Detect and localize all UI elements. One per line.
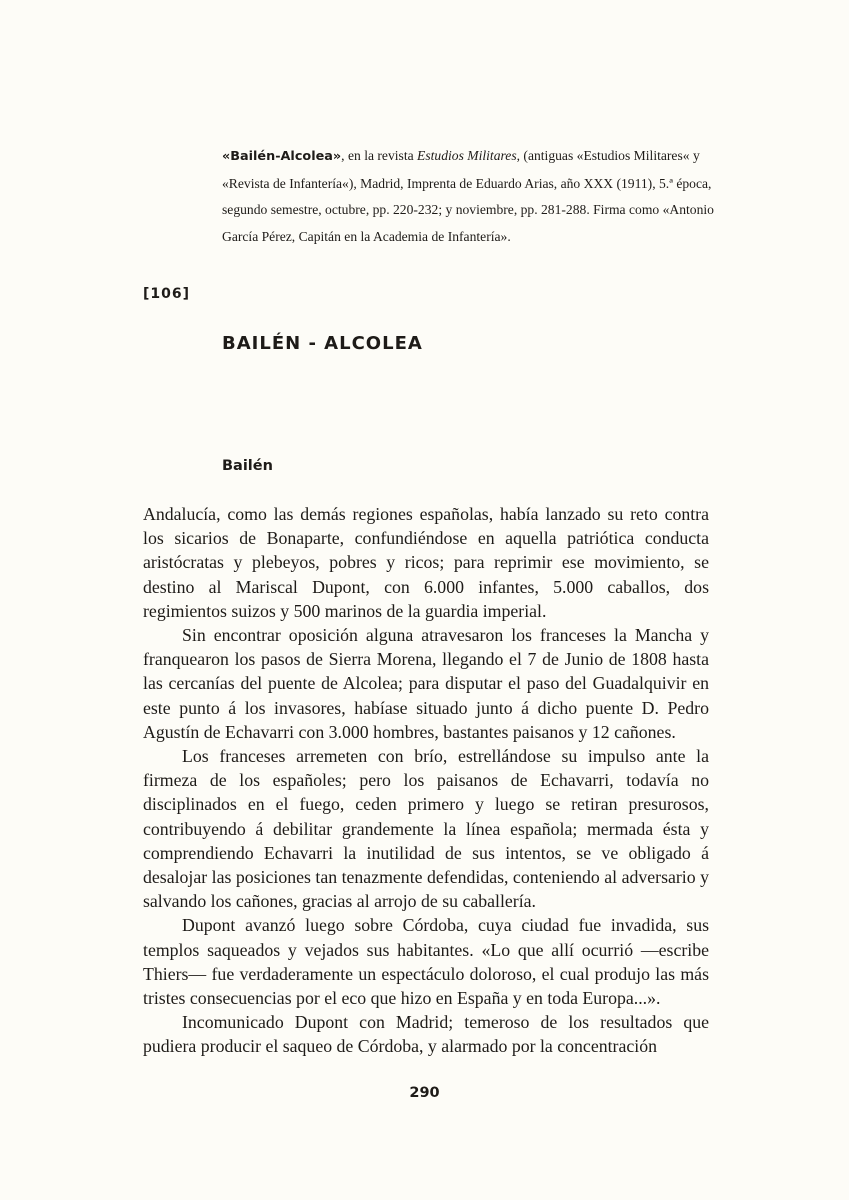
note-text-2: , (antiguas «Estudios Militares« y «Revista de Infantería«), Madrid, Imprenta de Eduardo Arias, año XXX (1911), 5.ª época, segundo semestre, octubre, pp. 220-232; y noviembre, pp. 281-288. Firma como «Antonio García Pérez, Capitán en la Academia de Infantería». (222, 148, 714, 244)
bibliographic-note (222, 143, 718, 250)
note-text-1: , en la revista (341, 148, 418, 163)
paragraph: Sin encontrar oposición alguna atravesaron los franceses la Mancha y franquearon los pasos de Sierra Morena, llegando el 7 de Junio de 1808 hasta las cercanías del puente de Alcolea; para disputar el paso del Guadalquivir en este punto á los invasores, habíase situado junto á dicho puente D. Pedro Agustín de Echavarri con 3.000 hombres, bastantes paisanos y 12 cañones. (143, 625, 709, 742)
chapter-title: BAILÉN - ALCOLEA (222, 333, 423, 354)
section-heading: Bailén (222, 458, 273, 474)
note-article-title: «Bailén-Alcolea» (222, 149, 342, 164)
paragraph: Andalucía, como las demás regiones españolas, había lanzado su reto contra los sicarios de Bonaparte, confundiéndose en aquella patriótica conducta aristócratas y plebeyos, pobres y ricos; para reprimir ese movimiento, se destino al Mariscal Dupont, con 6.000 infantes, 5.000 caballos, dos regimientos suizos y 500 marinos de la guardia imperial. (143, 504, 709, 621)
page-reference: [106] (143, 286, 191, 302)
page-number: 290 (409, 1085, 440, 1101)
body-text (143, 502, 709, 1059)
note-journal-name: Estudios Militares (417, 148, 517, 163)
paragraph: Los franceses arremeten con brío, estrellándose su impulso ante la firmeza de los españoles; pero los paisanos de Echavarri, todavía no disciplinados en el fuego, ceden primero y luego se retiran presurosos, contribuyendo á debilitar grandemente la línea española; mermada ésta y comprendiendo Echavarri la inutilidad de sus intentos, se ve obligado á desalojar las posiciones tan tenazmente defendidas, conteniendo al adversario y salvando los cañones, gracias al arrojo de su caballería. (143, 746, 709, 912)
paragraph: Dupont avanzó luego sobre Córdoba, cuya ciudad fue invadida, sus templos saqueados y vejados sus habitantes. «Lo que allí ocurrió —escribe Thiers— fue verdaderamente un espectáculo doloroso, el cual produjo las más tristes consecuencias por el eco que hizo en España y en toda Europa...». (143, 915, 709, 1009)
paragraph: Incomunicado Dupont con Madrid; temeroso de los resultados que pudiera producir el saqueo de Córdoba, y alarmado por la concentración (143, 1012, 709, 1057)
